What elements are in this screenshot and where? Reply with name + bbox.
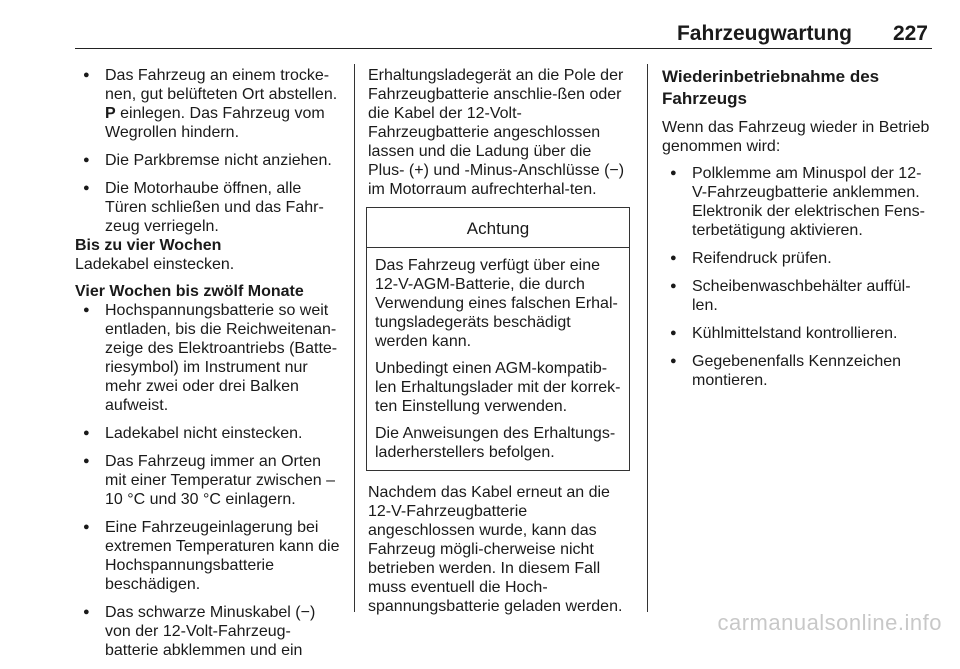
- section-title: Wiederinbetriebnahme des Fahrzeugs: [662, 67, 880, 108]
- page-number: 227: [892, 22, 928, 45]
- column-middle: [368, 66, 632, 616]
- page-title: Fahrzeugwartung: [676, 22, 852, 45]
- list-item: ● Polklemme am Minuspol der 12-V-Fahrzeugbatterie anklemmen. Elektronik der elektrischen Fens-terbetätigung aktivieren.: [662, 164, 930, 240]
- warning-paragraph: Unbedingt einen AGM-kompatib-len Erhaltungslader mit der korrek-ten Einstellung verwenden.: [375, 360, 621, 415]
- list-item: ● Das Fahrzeug an einem trocke-nen, gut belüfteten Ort abstellen. P einlegen. Das Fahrzeug vom Wegrollen hindern.: [75, 66, 340, 142]
- list-item: ● Die Parkbremse nicht anziehen.: [75, 151, 340, 170]
- column-left: [75, 66, 340, 669]
- list-item: ● Scheibenwaschbehälter auffül-len.: [662, 277, 930, 315]
- warning-box: [366, 207, 630, 471]
- list-item: ● Das Fahrzeug immer an Orten mit einer Temperatur zwischen –10 °C und 30 °C einlagern.: [75, 452, 340, 509]
- list-item: ● Gegebenenfalls Kennzeichen montieren.: [662, 352, 930, 390]
- warning-heading: Achtung: [367, 208, 629, 248]
- after-warning-text: Nachdem das Kabel erneut an die 12-V-Fahrzeugbatterie angeschlossen wurde, kann das Fahrzeug mögli-cherweise nicht betrieben werden. In diesem Fall muss eventuell die Hoch-spannungsbatterie geladen werden.: [368, 484, 623, 615]
- list-item: ● Ladekabel nicht einstecken.: [75, 424, 340, 443]
- prep-bullet-list: [75, 66, 340, 236]
- column-right: [662, 66, 930, 399]
- restart-bullet-list: [662, 164, 930, 390]
- section-text: Ladekabel einstecken.: [75, 256, 235, 273]
- continuation-text: Erhaltungsladegerät an die Pole der Fahrzeugbatterie anschlie-ßen oder die Kabel der 12-Volt-Fahrzeugbatterie angeschlossen lassen und die Ladung über die Plus- (+) und -Minus-Anschlüsse (−) im Motorraum aufrechterhal-ten.: [368, 67, 625, 198]
- section-heading: Bis zu vier Wochen: [75, 237, 222, 254]
- warning-paragraph: Die Anweisungen des Erhaltungs-laderherstellers befolgen.: [375, 425, 616, 461]
- storage-bullet-list: [75, 301, 340, 660]
- column-divider: [647, 64, 648, 612]
- list-item: ● Eine Fahrzeugeinlagerung bei extremen Temperaturen kann die Hochspannungsbatterie beschädigen.: [75, 518, 340, 594]
- list-item: ● Reifendruck prüfen.: [662, 249, 930, 268]
- list-item: ● Hochspannungsbatterie so weit entladen, bis die Reichweitenan-zeige des Elektroantriebs (Batte-riesymbol) im Instrument nur mehr zwei oder drei Balken aufweist.: [75, 301, 340, 415]
- warning-body: [367, 248, 629, 470]
- list-item: ● Kühlmittelstand kontrollieren.: [662, 324, 930, 343]
- section-heading: Vier Wochen bis zwölf Monate: [75, 283, 304, 300]
- page-header: [75, 22, 932, 49]
- list-item: ● Die Motorhaube öffnen, alle Türen schließen und das Fahr-zeug verriegeln.: [75, 179, 340, 236]
- list-item: ● Das schwarze Minuskabel (−) von der 12-Volt-Fahrzeug-batterie abklemmen und ein: [75, 603, 340, 660]
- watermark: carmanualsonline.info: [717, 610, 942, 635]
- column-divider: [354, 64, 355, 612]
- warning-paragraph: Das Fahrzeug verfügt über eine 12-V-AGM-Batterie, die durch Verwendung eines falschen Erhal-tungsladegeräts beschädigt werden kann.: [375, 257, 618, 350]
- intro-text: Wenn das Fahrzeug wieder in Betrieb genommen wird:: [662, 119, 930, 155]
